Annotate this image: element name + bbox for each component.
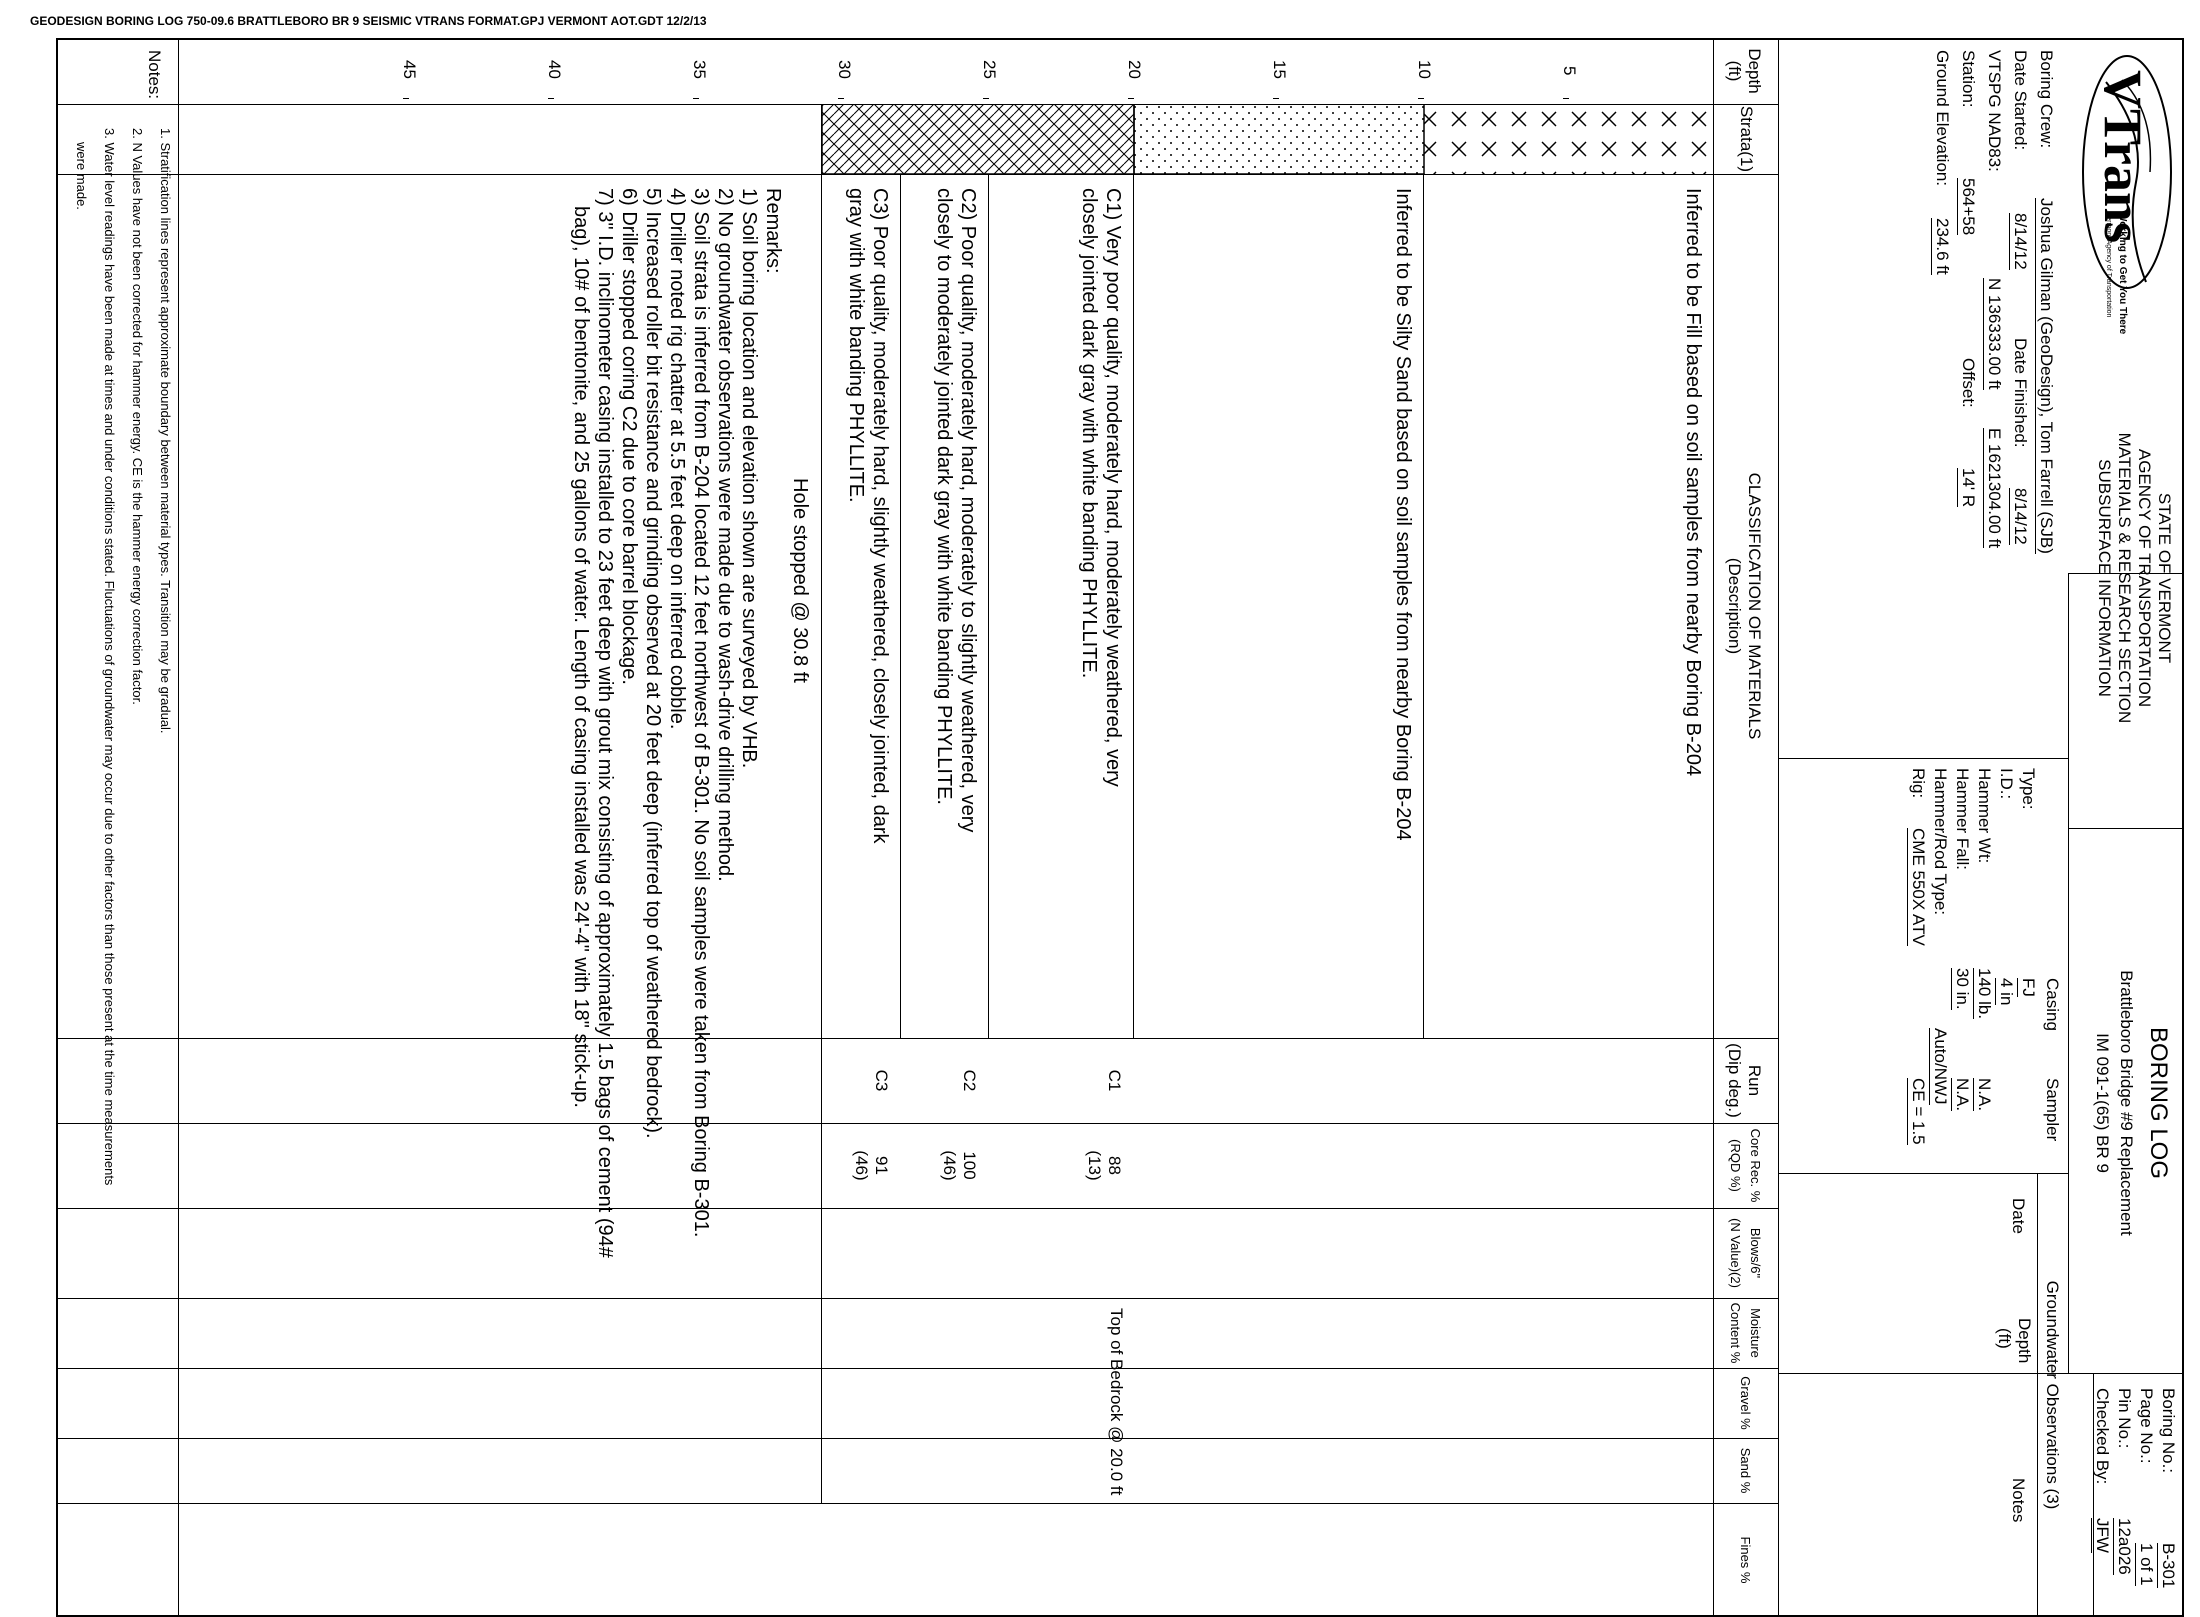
note-3-continued: were made.: [74, 142, 89, 210]
strata-column: [56, 104, 1714, 174]
agency-line-4: SUBSURFACE INFORMATION: [2095, 459, 2114, 697]
depth-tick: [403, 98, 409, 99]
description-c1-line1: C1) Very poor quality, moderately hard, moderately weathered, very: [1102, 188, 1124, 787]
remark-7-continued: bag), 10# of bentonite, and 25 gallons of water. Length of casing installed was 24'-4" with 18" stick-up.: [570, 206, 592, 1108]
casing-label: Casing: [2043, 978, 2062, 1031]
agency-line-3: MATERIALS & RESEARCH SECTION: [2115, 432, 2134, 724]
checked-by: JFW: [2093, 1518, 2112, 1553]
pin-no-label: Pin No.:: [2115, 1388, 2134, 1449]
top-of-bedrock: Top of Bedrock @ 20.0 ft: [1107, 1308, 1126, 1496]
project-number: IM 091-1(65) BR 9: [2093, 1033, 2112, 1173]
remark-5: 5) Increased roller bit resistance and grinding observed at 20 feet deep (inferred top of weathered bedrock).: [642, 188, 664, 1139]
depth-tick: [838, 98, 844, 99]
col-divider-moisture: [56, 1368, 1779, 1369]
strata-phyllite: [822, 104, 1134, 174]
vtrans-logo: [2078, 52, 2176, 335]
boring-no-label: Boring No.:: [2159, 1388, 2178, 1474]
station-label: Station:: [1959, 50, 1978, 108]
depth-tick-label: 25: [980, 60, 999, 79]
date-started-label: Date Started:: [2011, 50, 2030, 151]
depth-tick-label: 30: [835, 60, 854, 79]
remark-3: 3) Soil strata is inferred from B-204 located 12 feet northwest of B-301. No soil samples were taken from Boring B-301.: [690, 188, 712, 1238]
description-c3-line2: gray with white banding PHYLLITE.: [845, 188, 867, 503]
depth-tick: [1128, 98, 1134, 99]
title-block-divider: [1778, 38, 1779, 1617]
hammer-wt-label: Hammer Wt:: [1975, 768, 1994, 864]
depth-tick-label: 10: [1415, 60, 1434, 79]
depth-tick: [1563, 98, 1569, 99]
ce: CE = 1.5: [1909, 1078, 1928, 1145]
stratum-line-20: [1133, 174, 1134, 1038]
page-no: 1 of 1: [2137, 1543, 2156, 1586]
offset: 14' R: [1959, 468, 1978, 508]
hammer-rod: Auto/NWJ: [1931, 1028, 1950, 1105]
logo-subtagline: Vermont Agency of Transportation: [2105, 212, 2112, 318]
rig-label: Rig:: [1909, 768, 1928, 799]
gw-depth-label: Depth: [2015, 1318, 2034, 1364]
depth-tick-label: 45: [400, 60, 419, 79]
col-core-sub: (RQD %): [1728, 1139, 1743, 1192]
boring-crew-label: Boring Crew:: [2037, 50, 2056, 149]
col-core-header: Core Rec. %: [1748, 1128, 1763, 1203]
stratum-line-28: [900, 174, 901, 1038]
type-casing: FJ: [2019, 978, 2038, 997]
depth-tick: [983, 98, 989, 99]
rqd-c2: (46): [940, 1150, 959, 1181]
file-header: GEODESIGN BORING LOG 750-09.6 BRATTLEBORO BR 9 SEISMIC VTRANS FORMAT.GPJ VERMONT AOT.GDT 12/2/13: [30, 14, 707, 28]
offset-label: Offset:: [1959, 358, 1978, 408]
depth-tick-label: 35: [690, 60, 709, 79]
core-rec-c2: 100: [960, 1151, 979, 1180]
vtspg-label: VTSPG NAD83:: [1985, 50, 2004, 172]
description-c2-line2: closely to moderately jointed dark gray with white banding PHYLLITE.: [933, 188, 955, 805]
notes-label: Notes:: [145, 50, 164, 100]
col-run-header: Run: [1745, 1064, 1764, 1097]
col-gravel-header: Gravel %: [1738, 1376, 1753, 1430]
title-vertical-2: [2069, 828, 2184, 829]
note-3: 3. Water level readings have been made at times and under conditions stated. Fluctuations of groundwater may occur due to other factors than those present at the time measurements: [102, 128, 117, 1186]
rqd-c1: (13): [1085, 1150, 1104, 1181]
easting: E 1621304.00 ft: [1985, 428, 2004, 549]
remark-1: 1) Soil boring location and elevation shown are surveyed by VHB.: [738, 188, 760, 769]
gw-date-label: Date: [2009, 1198, 2028, 1234]
hammer-rod-label: Hammer/Rod Type:: [1931, 768, 1950, 916]
gw-left-border: [1779, 1173, 2069, 1174]
col-blows-sub: (N Value)(2): [1728, 1218, 1743, 1288]
depth-tick: [693, 98, 699, 99]
core-rec-c3: 91: [872, 1156, 891, 1175]
rqd-c3: (46): [852, 1150, 871, 1181]
pin-no: 12a026: [2115, 1518, 2134, 1575]
depth-tick: [1418, 98, 1424, 99]
boring-log-sheet: [56, 38, 2184, 1617]
hole-bottom-line: [821, 104, 822, 1503]
sampler-label: Sampler: [2043, 1078, 2062, 1142]
col-depth-unit: (ft): [1725, 60, 1744, 82]
gw-title: Groundwater Observations (3): [2043, 1280, 2062, 1510]
remark-4: 4) Driller noted rig chatter at 5.5 feet deep on inferred cobble.: [666, 188, 688, 730]
remarks-title: Remarks:: [762, 188, 784, 274]
hammer-wt-sampler: N.A.: [1975, 1078, 1994, 1112]
page-no-label: Page No.:: [2137, 1388, 2156, 1464]
hammer-fall-casing: 30 in.: [1953, 968, 1972, 1010]
ground-elev: 234.6 ft: [1933, 218, 1952, 275]
col-run-sub: (Dip deg.): [1725, 1043, 1744, 1118]
notes-divider: [178, 38, 179, 1617]
run-c2: C2: [960, 1069, 979, 1092]
col-sand-header: Sand %: [1738, 1447, 1753, 1494]
title-horizontal-1: [2068, 573, 2069, 1373]
description-c1-line2: closely jointed dark gray with white banding PHYLLITE.: [1078, 188, 1100, 679]
boring-no: B-301: [2159, 1543, 2178, 1589]
log-title: BORING LOG: [2145, 1026, 2172, 1180]
col-depth-header: Depth: [1745, 48, 1764, 94]
agency-line-1: STATE OF VERMONT: [2155, 492, 2174, 664]
run-c3: C3: [872, 1069, 891, 1092]
depth-tick-label: 40: [545, 60, 564, 79]
stratum-line-10: [1423, 174, 1424, 1038]
depth-tick-label: 5: [1560, 66, 1579, 76]
description-fill: Inferred to be Fill based on soil samples from nearby Boring B-204: [1682, 188, 1704, 777]
description-c3-line1: C3) Poor quality, moderately hard, slightly weathered, closely jointed, dark: [869, 188, 891, 844]
remark-2: 2) No groundwater observations were made due to wash-drive drilling method.: [714, 188, 736, 882]
run-c1: C1: [1105, 1069, 1124, 1092]
core-rec-c1: 88: [1105, 1156, 1124, 1175]
col-divider-class: [56, 1038, 1779, 1039]
hammer-fall-label: Hammer Fall:: [1953, 768, 1972, 871]
rig: CME 550X ATV: [1909, 828, 1928, 946]
gw-header-line: [2037, 1173, 2038, 1617]
remark-6: 6) Driller stopped coring C2 due to core barrel blockage.: [618, 188, 640, 685]
gw-notes-label: Notes: [2009, 1478, 2028, 1523]
col-class-sub: (Description): [1725, 557, 1744, 655]
depth-tick: [548, 98, 554, 99]
depth-tick-label: 15: [1270, 60, 1289, 79]
col-divider-gravel: [56, 1438, 1779, 1439]
col-fines-header: Fines %: [1738, 1536, 1753, 1584]
col-moisture-sub: Content %: [1728, 1302, 1743, 1364]
description-c2-line1: C2) Poor quality, moderately hard, moderately to slightly weathered, very: [957, 188, 979, 833]
strata-fill: [1424, 104, 1714, 174]
hammer-fall-sampler: N.A.: [1953, 1078, 1972, 1112]
col-divider-sand: [56, 1503, 1779, 1504]
note-1: 1. Stratification lines represent approximate boundary between material types. Transition may be gradual.: [158, 128, 173, 734]
title-vertical-3: [1779, 1373, 2184, 1374]
station: 564+58: [1959, 178, 1978, 236]
id-casing: 4 in: [1997, 978, 2016, 1006]
ground-elev-label: Ground Elevation:: [1933, 50, 1952, 187]
northing: N 136333.00 ft: [1985, 278, 2004, 390]
col-moisture-header: Moisture: [1748, 1308, 1763, 1358]
depth-tick-label: 20: [1125, 60, 1144, 79]
gw-depth-unit: (ft): [1995, 1328, 2014, 1349]
col-blows-header: Blows/6": [1748, 1227, 1763, 1279]
col-divider-strata: [56, 174, 1779, 175]
type-label: Type:: [2019, 768, 2038, 810]
date-finished-label: Date Finished:: [2011, 338, 2030, 448]
date-started: 8/14/12: [2011, 213, 2030, 270]
header-bottom-line: [1713, 38, 1714, 1617]
hole-stopped: Hole stopped @ 30.8 ft: [789, 478, 811, 683]
project-name: Brattleboro Bridge #9 Replacement: [2117, 970, 2136, 1236]
remark-7: 7) 3" I.D. inclinometer casing installed to 23 feet deep with grout mix consisting of approximately 1.5 bags of cement (94#: [594, 188, 616, 1258]
col-divider-core: [56, 1208, 1779, 1209]
boring-crew: Joshua Gilman (GeoDesign), Tom Farrell (SJB): [2037, 198, 2056, 554]
strata-silty-sand: [1134, 104, 1424, 174]
depth-tick: [1273, 98, 1279, 99]
checked-by-label: Checked By:: [2093, 1388, 2112, 1485]
col-class-header: CLASSIFICATION OF MATERIALS: [1745, 472, 1764, 740]
description-silty-sand: Inferred to be Silty Sand based on soil samples from nearby Boring B-204: [1392, 188, 1414, 841]
logo-text: VTrans: [2093, 70, 2153, 244]
agency-line-2: AGENCY OF TRANSPORTATION: [2135, 448, 2154, 708]
logo-tagline: Working to Get You There: [2117, 212, 2128, 335]
hammer-wt-casing: 140 lb.: [1975, 968, 1994, 1020]
note-2: 2. N Values have not been corrected for hammer energy. CE is the hammer energy correction factor.: [130, 128, 145, 705]
equipment-left-border: [1779, 758, 2069, 759]
col-divider-blows: [56, 1298, 1779, 1299]
id-label: I.D.:: [1997, 768, 2016, 800]
col-strata-header: Strata(1): [1737, 105, 1756, 173]
stratum-line-25: [988, 174, 989, 1038]
date-finished: 8/14/12: [2011, 488, 2030, 545]
col-divider-run: [56, 1123, 1779, 1124]
